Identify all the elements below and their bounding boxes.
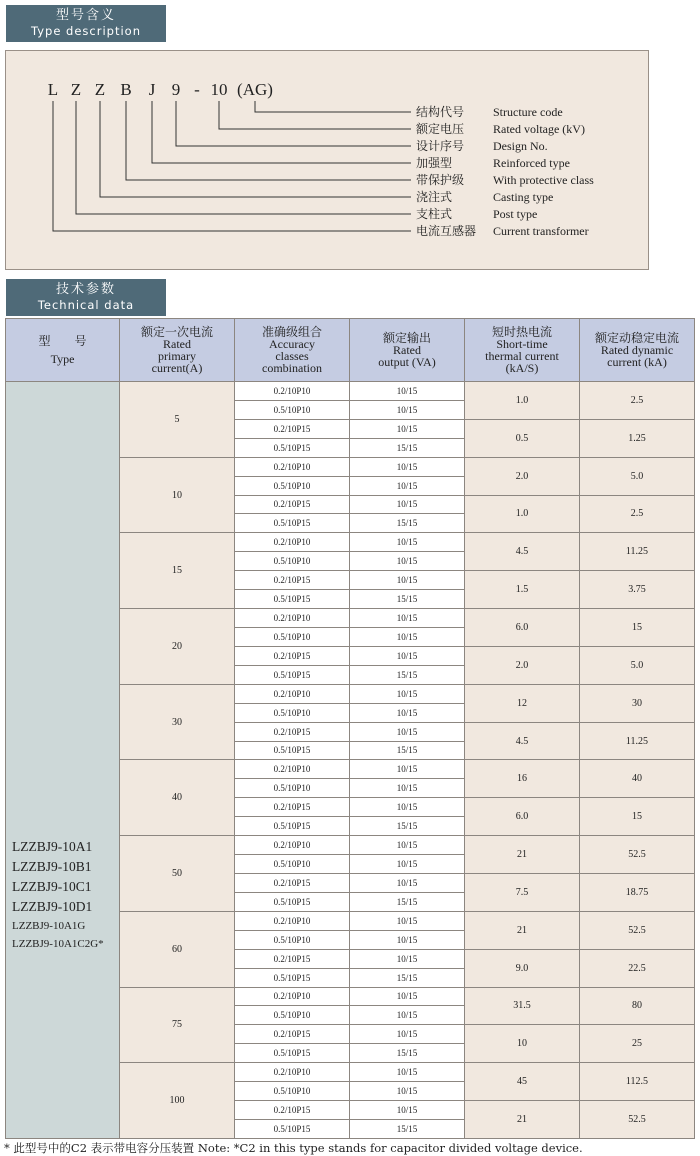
header-dynamic-zh: 额定动稳定电流	[594, 331, 679, 345]
technical-data-header	[6, 279, 166, 316]
output-cell: 10/15	[350, 684, 465, 703]
accuracy-cell: 0.5/10P15	[235, 968, 350, 987]
leader-line	[53, 101, 411, 231]
accuracy-cell: 0.5/10P10	[235, 476, 350, 495]
output-cell: 10/15	[350, 457, 465, 476]
thermal-current-cell: 1.0	[465, 382, 580, 420]
accuracy-cell: 0.5/10P15	[235, 514, 350, 533]
output-cell: 15/15	[350, 1119, 465, 1138]
type-model: LZZBJ9-10C1	[12, 879, 92, 894]
header-accuracy-zh: 准确级组合	[261, 325, 322, 339]
accuracy-cell: 0.2/10P15	[235, 495, 350, 514]
legend-label-zh: 加强型	[416, 156, 453, 170]
header-type-en: Type	[50, 352, 75, 366]
dynamic-current-cell: 52.5	[580, 911, 695, 949]
table-header-row	[6, 319, 695, 382]
accuracy-cell: 0.2/10P15	[235, 646, 350, 665]
model-letter: -	[194, 80, 200, 99]
technical-data-title-zh: 技术参数	[55, 282, 116, 297]
legend-label-en: Design No.	[493, 139, 548, 153]
output-cell: 10/15	[350, 930, 465, 949]
output-cell: 10/15	[350, 646, 465, 665]
header-current-zh: 额定一次电流	[140, 325, 213, 339]
dynamic-current-cell: 18.75	[580, 873, 695, 911]
rated-current-cell: 60	[120, 911, 235, 987]
output-cell: 15/15	[350, 438, 465, 457]
model-letter: J	[148, 80, 156, 99]
output-cell: 10/15	[350, 609, 465, 628]
accuracy-cell: 0.2/10P15	[235, 873, 350, 892]
legend-label-en: With protective class	[493, 173, 594, 187]
model-letter: B	[120, 80, 132, 99]
thermal-current-cell: 6.0	[465, 609, 580, 647]
output-cell: 15/15	[350, 665, 465, 684]
thermal-current-cell: 21	[465, 836, 580, 874]
output-cell: 10/15	[350, 1063, 465, 1082]
output-cell: 15/15	[350, 968, 465, 987]
leader-line	[152, 101, 411, 163]
rated-current-cell: 50	[120, 836, 235, 912]
thermal-current-cell: 45	[465, 1063, 580, 1101]
output-cell: 10/15	[350, 1025, 465, 1044]
accuracy-cell: 0.5/10P10	[235, 703, 350, 722]
table-row	[6, 382, 695, 401]
dynamic-current-cell: 22.5	[580, 949, 695, 987]
model-letter: (AG)	[237, 80, 273, 99]
output-cell: 10/15	[350, 476, 465, 495]
thermal-current-cell: 6.0	[465, 798, 580, 836]
thermal-current-cell: 12	[465, 684, 580, 722]
model-letter: 10	[210, 80, 228, 99]
thermal-current-cell: 21	[465, 911, 580, 949]
accuracy-cell: 0.5/10P15	[235, 1044, 350, 1063]
dynamic-current-cell: 15	[580, 798, 695, 836]
header-thermal-zh: 短时热电流	[491, 325, 552, 339]
output-cell: 15/15	[350, 514, 465, 533]
output-cell: 15/15	[350, 590, 465, 609]
accuracy-cell: 0.2/10P15	[235, 1101, 350, 1120]
accuracy-cell: 0.5/10P15	[235, 1119, 350, 1138]
output-cell: 15/15	[350, 741, 465, 760]
output-cell: 10/15	[350, 1082, 465, 1101]
type-model: LZZBJ9-10A1	[12, 839, 93, 854]
technical-data-table	[5, 318, 695, 1139]
header-type-zh: 型 号	[38, 334, 87, 348]
type-model: LZZBJ9-10B1	[12, 859, 92, 874]
thermal-current-cell: 31.5	[465, 987, 580, 1025]
thermal-current-cell: 4.5	[465, 533, 580, 571]
accuracy-cell: 0.2/10P15	[235, 571, 350, 590]
type-description-diagram	[5, 50, 649, 270]
output-cell: 15/15	[350, 892, 465, 911]
thermal-current-cell: 21	[465, 1101, 580, 1139]
rated-current-cell: 5	[120, 382, 235, 458]
dynamic-current-cell: 2.5	[580, 495, 695, 533]
dynamic-current-cell: 11.25	[580, 533, 695, 571]
type-model: LZZBJ9-10D1	[12, 899, 93, 914]
thermal-current-cell: 4.5	[465, 722, 580, 760]
accuracy-cell: 0.2/10P10	[235, 533, 350, 552]
dynamic-current-cell: 52.5	[580, 1101, 695, 1139]
legend-label-en: Casting type	[493, 190, 554, 204]
dynamic-current-cell: 1.25	[580, 419, 695, 457]
accuracy-cell: 0.2/10P10	[235, 382, 350, 401]
thermal-current-cell: 10	[465, 1025, 580, 1063]
dynamic-current-cell: 30	[580, 684, 695, 722]
output-cell: 15/15	[350, 1044, 465, 1063]
output-cell: 10/15	[350, 873, 465, 892]
table-body	[6, 382, 695, 1139]
rated-current-cell: 75	[120, 987, 235, 1063]
thermal-current-cell: 7.5	[465, 873, 580, 911]
header-thermal-en-1: Short-time	[496, 337, 548, 351]
leader-line	[176, 101, 411, 146]
accuracy-cell: 0.2/10P15	[235, 722, 350, 741]
output-cell: 10/15	[350, 949, 465, 968]
accuracy-cell: 0.2/10P10	[235, 457, 350, 476]
header-accuracy	[235, 319, 350, 382]
output-cell: 15/15	[350, 817, 465, 836]
type-description-title-en: Type description	[30, 24, 141, 38]
accuracy-cell: 0.2/10P15	[235, 1025, 350, 1044]
dynamic-current-cell: 11.25	[580, 722, 695, 760]
header-accuracy-en-1: Accuracy	[269, 337, 315, 351]
output-cell: 10/15	[350, 703, 465, 722]
output-cell: 10/15	[350, 627, 465, 646]
output-cell: 10/15	[350, 495, 465, 514]
type-model: LZZBJ9-10A1C2G*	[12, 938, 104, 950]
accuracy-cell: 0.2/10P10	[235, 609, 350, 628]
output-cell: 10/15	[350, 836, 465, 855]
output-cell: 10/15	[350, 911, 465, 930]
output-cell: 10/15	[350, 987, 465, 1006]
accuracy-cell: 0.2/10P10	[235, 684, 350, 703]
output-cell: 10/15	[350, 798, 465, 817]
legend-label-en: Current transformer	[493, 224, 589, 238]
accuracy-cell: 0.5/10P15	[235, 741, 350, 760]
accuracy-cell: 0.2/10P15	[235, 798, 350, 817]
leader-line	[100, 101, 411, 197]
thermal-current-cell: 2.0	[465, 646, 580, 684]
legend-label-en: Structure code	[493, 105, 563, 119]
accuracy-cell: 0.5/10P15	[235, 892, 350, 911]
accuracy-cell: 0.2/10P10	[235, 987, 350, 1006]
leader-line	[255, 101, 411, 112]
thermal-current-cell: 2.0	[465, 457, 580, 495]
header-accuracy-en-3: combination	[262, 361, 322, 375]
legend-label-zh: 额定电压	[416, 122, 465, 136]
header-current-en-2: primary	[158, 349, 196, 363]
accuracy-cell: 0.5/10P10	[235, 1082, 350, 1101]
output-cell: 10/15	[350, 779, 465, 798]
dynamic-current-cell: 5.0	[580, 646, 695, 684]
output-cell: 10/15	[350, 571, 465, 590]
type-code-diagram	[6, 51, 650, 271]
header-output-en-1: Rated	[393, 343, 421, 357]
legend-label-zh: 结构代号	[416, 105, 465, 119]
model-letter: 9	[171, 80, 181, 99]
type-description-title-zh: 型号含义	[55, 8, 116, 23]
thermal-current-cell: 9.0	[465, 949, 580, 987]
model-letter: Z	[70, 80, 82, 99]
header-dynamic-en-1: Rated dynamic	[600, 343, 674, 357]
header-current	[120, 319, 235, 382]
legend-label-zh: 支柱式	[416, 207, 453, 221]
dynamic-current-cell: 25	[580, 1025, 695, 1063]
header-current-en-1: Rated	[163, 337, 191, 351]
legend-label-zh: 电流互感器	[416, 224, 477, 238]
accuracy-cell: 0.5/10P15	[235, 590, 350, 609]
rated-current-cell: 40	[120, 760, 235, 836]
accuracy-cell: 0.5/10P10	[235, 552, 350, 571]
accuracy-cell: 0.2/10P15	[235, 949, 350, 968]
header-output-en-2: output (VA)	[378, 355, 436, 369]
output-cell: 10/15	[350, 533, 465, 552]
technical-data-title-en: Technical data	[37, 298, 135, 312]
legend-label-zh: 浇注式	[416, 190, 453, 204]
type-model: LZZBJ9-10A1G	[12, 920, 86, 932]
accuracy-cell: 0.5/10P10	[235, 627, 350, 646]
output-cell: 10/15	[350, 552, 465, 571]
legend-label-en: Post type	[493, 207, 538, 221]
rated-current-cell: 100	[120, 1063, 235, 1139]
output-cell: 10/15	[350, 722, 465, 741]
leader-line	[126, 101, 411, 180]
type-description-header	[6, 5, 166, 42]
output-cell: 10/15	[350, 400, 465, 419]
accuracy-cell: 0.5/10P10	[235, 779, 350, 798]
accuracy-cell: 0.5/10P10	[235, 855, 350, 874]
dynamic-current-cell: 80	[580, 987, 695, 1025]
header-dynamic-en-2: current (kA)	[607, 355, 667, 369]
header-output	[350, 319, 465, 382]
dynamic-current-cell: 5.0	[580, 457, 695, 495]
header-thermal-en-3: (kA/S)	[505, 361, 539, 375]
dynamic-current-cell: 52.5	[580, 836, 695, 874]
accuracy-cell: 0.5/10P10	[235, 930, 350, 949]
thermal-current-cell: 1.5	[465, 571, 580, 609]
output-cell: 10/15	[350, 382, 465, 401]
accuracy-cell: 0.5/10P15	[235, 817, 350, 836]
accuracy-cell: 0.2/10P10	[235, 1063, 350, 1082]
dynamic-current-cell: 40	[580, 760, 695, 798]
legend-label-zh: 设计序号	[416, 139, 465, 153]
accuracy-cell: 0.2/10P10	[235, 911, 350, 930]
accuracy-cell: 0.2/10P15	[235, 419, 350, 438]
output-cell: 10/15	[350, 1006, 465, 1025]
output-cell: 10/15	[350, 419, 465, 438]
model-letter: L	[47, 80, 59, 99]
output-cell: 10/15	[350, 1101, 465, 1120]
header-dynamic	[580, 319, 695, 382]
accuracy-cell: 0.5/10P10	[235, 1006, 350, 1025]
dynamic-current-cell: 3.75	[580, 571, 695, 609]
header-accuracy-en-2: classes	[275, 349, 309, 363]
thermal-current-cell: 1.0	[465, 495, 580, 533]
rated-current-cell: 30	[120, 684, 235, 760]
leader-line	[219, 101, 411, 129]
rated-current-cell: 15	[120, 533, 235, 609]
dynamic-current-cell: 2.5	[580, 382, 695, 420]
accuracy-cell: 0.5/10P15	[235, 438, 350, 457]
header-output-zh: 额定输出	[382, 331, 431, 345]
dynamic-current-cell: 112.5	[580, 1063, 695, 1101]
header-current-en-3: current(A)	[151, 361, 203, 375]
thermal-current-cell: 0.5	[465, 419, 580, 457]
type-models-cell	[6, 382, 120, 1139]
output-cell: 10/15	[350, 855, 465, 874]
footnote: * 此型号中的C2 表示带电容分压装置 Note: *C2 in this type stands for capacitor divided voltage device.	[4, 1141, 583, 1155]
accuracy-cell: 0.5/10P10	[235, 400, 350, 419]
legend-label-en: Reinforced type	[493, 156, 570, 170]
thermal-current-cell: 16	[465, 760, 580, 798]
accuracy-cell: 0.2/10P10	[235, 836, 350, 855]
header-thermal-en-2: thermal current	[485, 349, 559, 363]
header-thermal	[465, 319, 580, 382]
legend-label-en: Rated voltage (kV)	[493, 122, 585, 136]
output-cell: 10/15	[350, 760, 465, 779]
accuracy-cell: 0.2/10P10	[235, 760, 350, 779]
dynamic-current-cell: 15	[580, 609, 695, 647]
model-letter: Z	[94, 80, 106, 99]
rated-current-cell: 20	[120, 609, 235, 685]
accuracy-cell: 0.5/10P15	[235, 665, 350, 684]
legend-label-zh: 带保护级	[416, 173, 465, 187]
header-type	[6, 319, 120, 382]
rated-current-cell: 10	[120, 457, 235, 533]
